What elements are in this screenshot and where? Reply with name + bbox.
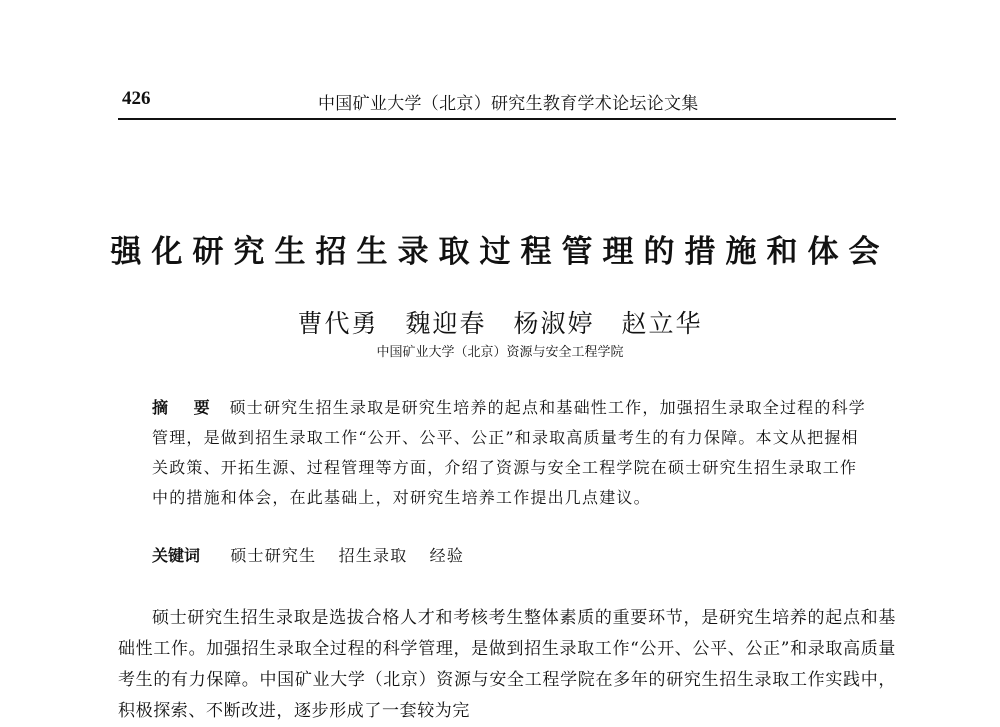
author-affiliation: 中国矿业大学（北京）资源与安全工程学院 [376, 345, 624, 360]
abstract-text: 硕士研究生招生录取是研究生培养的起点和基础性工作，加强招生录取全过程的科学管理，是做到招生录取工作“公开、公平、公正”和录取高质量考生的有力保障。本文从把握相关政策、开拓生源、过程管理等方面，介绍了资源与安全工程学院在硕士研究生招生录取工作中的措施和体会，在此基础上，对研究生培养工作提出几点建议。 [152, 398, 866, 507]
abstract-label: 摘 要 [152, 398, 220, 417]
keywords [152, 543, 868, 566]
abstract [152, 393, 868, 513]
header-divider [118, 118, 896, 120]
body-paragraph: 硕士研究生招生录取是选拔合格人才和考核考生整体素质的重要环节，是研究生培养的起点和基础性工作。加强招生录取全过程的科学管理，是做到招生录取工作“公开、公平、公正”和录取高质量考生的有力保障。中国矿业大学（北京）资源与安全工程学院在多年的研究生招生录取工作实践中，积极探索、不断改进，逐步形成了一套较为完 [118, 608, 896, 721]
paper-title: 强化研究生招生录取过程管理的措施和体会 [110, 234, 890, 270]
keywords-text: 硕士研究生 招生录取 经验 [230, 546, 465, 565]
running-header-title: 中国矿业大学（北京）研究生教育学术论坛论文集 [318, 94, 699, 114]
page-number: 426 [122, 88, 151, 109]
author-list: 曹代勇 魏迎春 杨淑婷 赵立华 [297, 309, 703, 338]
keywords-label: 关键词 [152, 546, 201, 565]
